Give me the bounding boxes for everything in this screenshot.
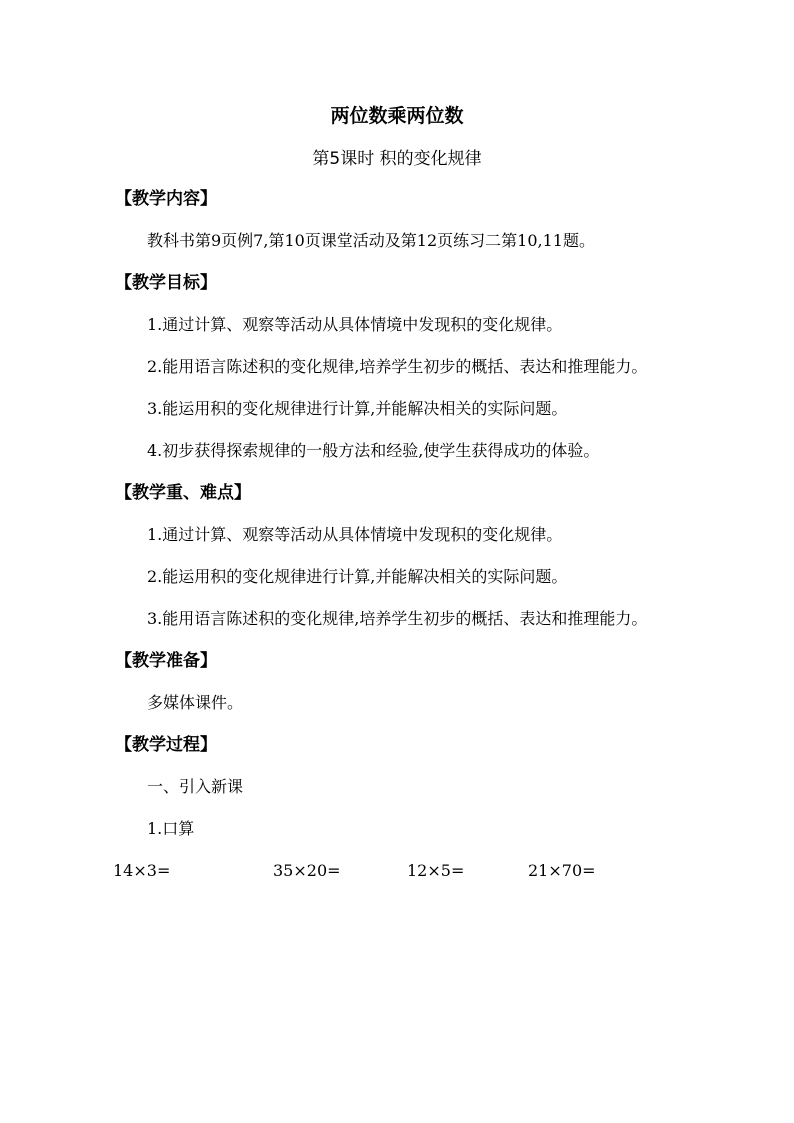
process-step-mental-math: 1.口算 bbox=[147, 819, 195, 838]
goal-item-2: 2.能用语言陈述积的变化规律,培养学生初步的概括、表达和推理能力。 bbox=[147, 357, 648, 376]
calc-item: 14×3= bbox=[113, 861, 171, 880]
section-heading-process: 【教学过程】 bbox=[115, 735, 217, 755]
preparation-item: 多媒体课件。 bbox=[147, 693, 244, 712]
goal-item-1: 1.通过计算、观察等活动从具体情境中发现积的变化规律。 bbox=[147, 315, 563, 334]
key-point-item-2: 2.能运用积的变化规律进行计算,并能解决相关的实际问题。 bbox=[147, 567, 568, 586]
goal-item-3: 3.能运用积的变化规律进行计算,并能解决相关的实际问题。 bbox=[147, 399, 568, 418]
document-title: 两位数乘两位数 bbox=[330, 105, 464, 127]
key-point-item-1: 1.通过计算、观察等活动从具体情境中发现积的变化规律。 bbox=[147, 525, 563, 544]
mental-math-row bbox=[113, 850, 673, 892]
process-step-intro: 一、引入新课 bbox=[147, 777, 244, 796]
document-body bbox=[113, 186, 673, 892]
calc-item: 12×5= bbox=[407, 861, 465, 880]
calc-item: 35×20= bbox=[273, 861, 341, 880]
calc-item: 21×70= bbox=[528, 861, 596, 880]
section-heading-content: 【教学内容】 bbox=[115, 189, 217, 209]
goal-item-4: 4.初步获得探索规律的一般方法和经验,使学生获得成功的体验。 bbox=[147, 441, 600, 460]
lesson-subtitle: 第5课时 积的变化规律 bbox=[312, 149, 482, 169]
section-heading-goals: 【教学目标】 bbox=[115, 273, 217, 293]
key-point-item-3: 3.能用语言陈述积的变化规律,培养学生初步的概括、表达和推理能力。 bbox=[147, 609, 648, 628]
content-paragraph: 教科书第9页例7,第10页课堂活动及第12页练习二第10,11题。 bbox=[147, 231, 595, 250]
section-heading-key-points: 【教学重、难点】 bbox=[115, 483, 251, 503]
section-heading-preparation: 【教学准备】 bbox=[115, 651, 217, 671]
